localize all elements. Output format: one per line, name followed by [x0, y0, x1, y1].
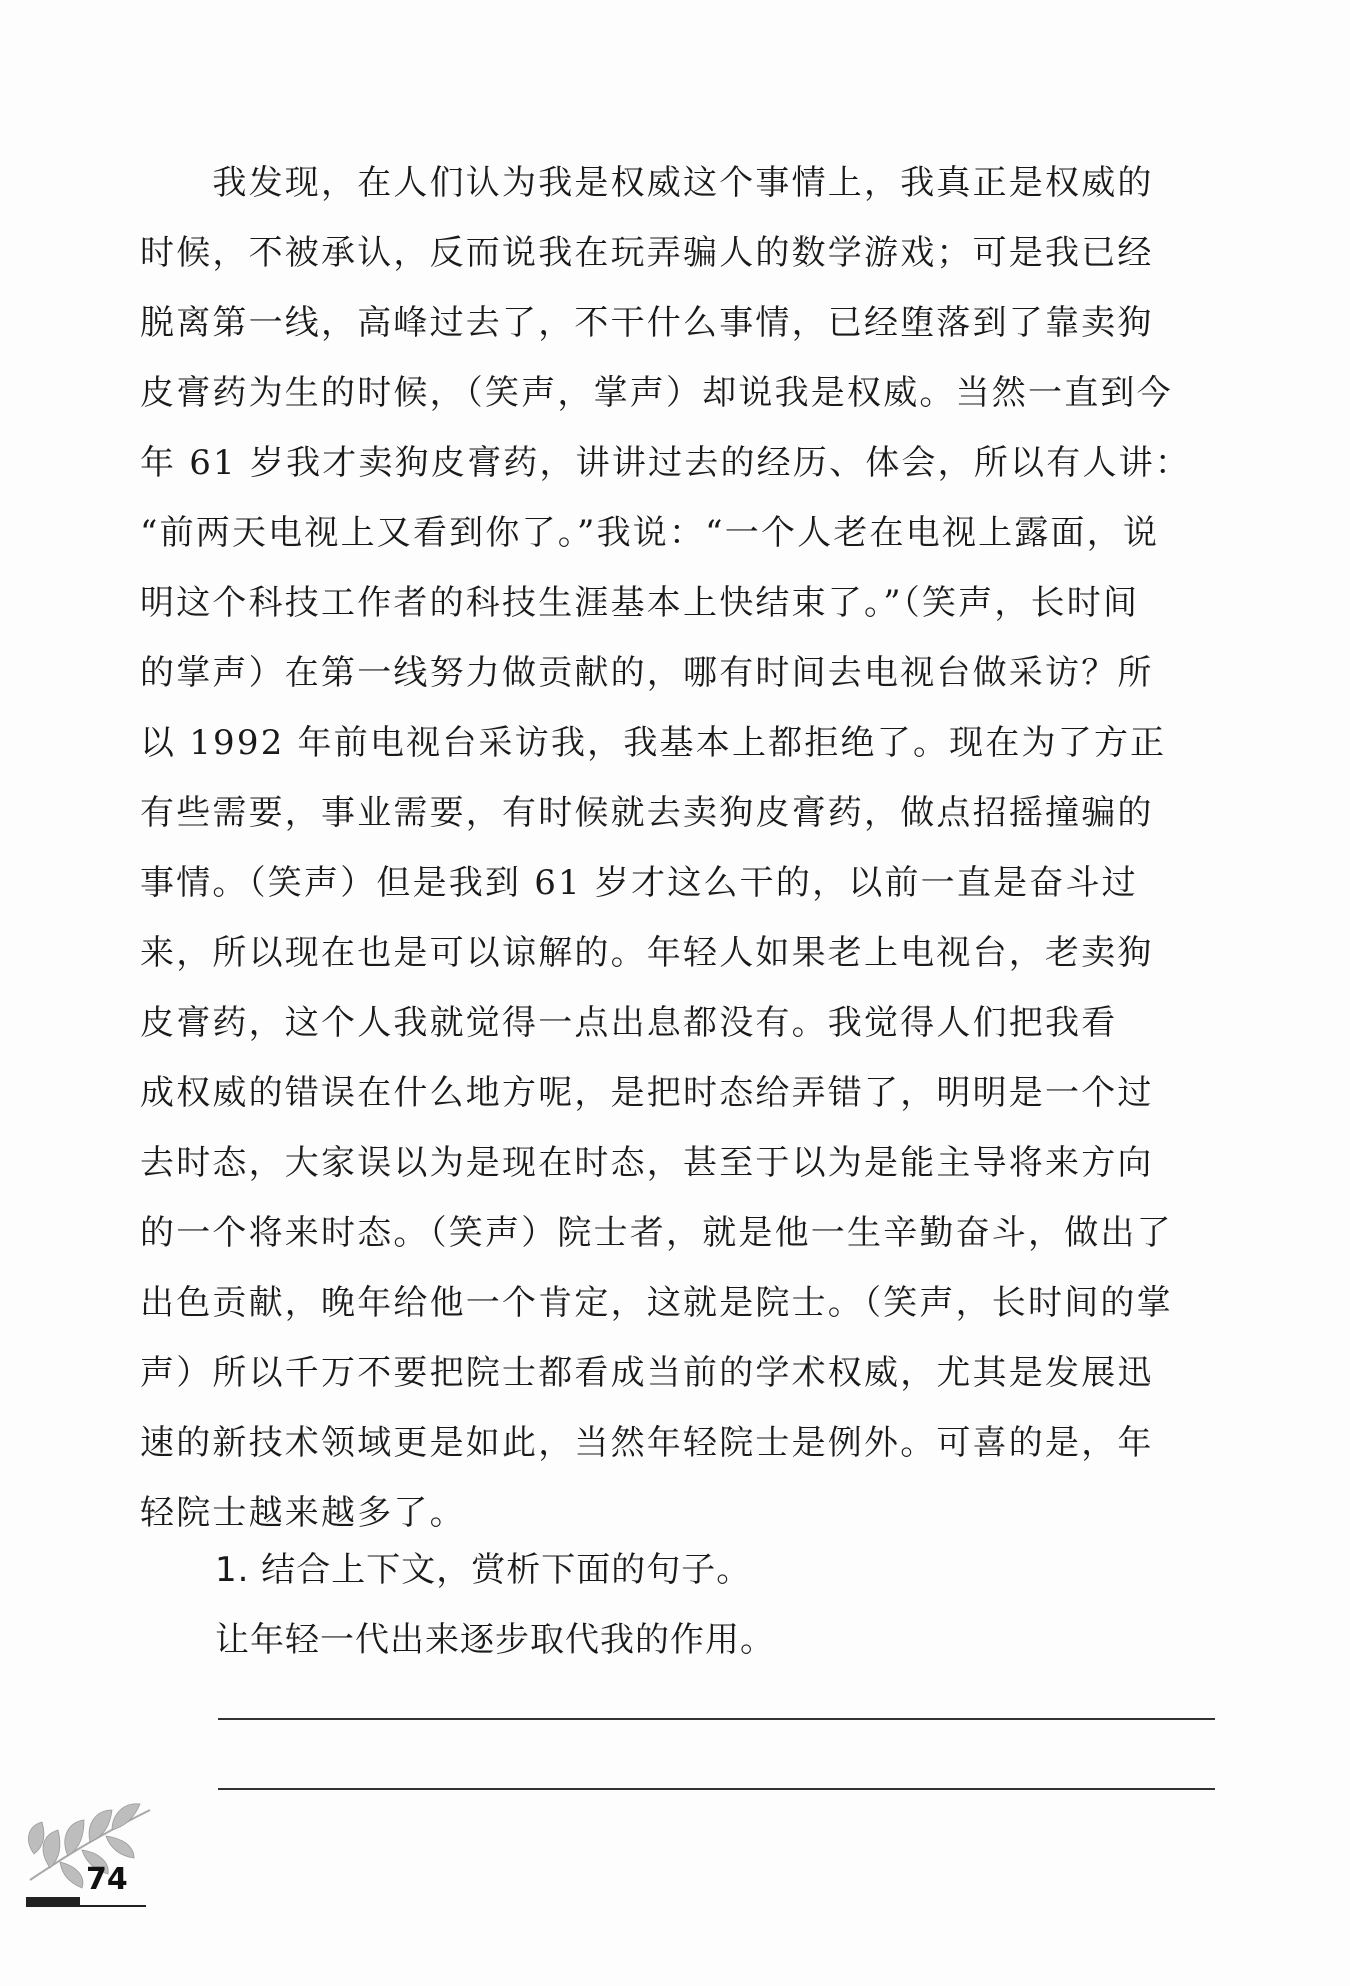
- passage-line: 的一个将来时态。（笑声）院士者，就是他一生辛勤奋斗，做出了: [140, 1213, 1173, 1253]
- passage-line: 轻院士越来越多了。: [140, 1493, 466, 1533]
- passage-line: 以 1992 年前电视台采访我，我基本上都拒绝了。现在为了方正: [140, 723, 1167, 763]
- passage-line: 时候，不被承认，反而说我在玩弄骗人的数学游戏；可是我已经: [140, 233, 1154, 273]
- footer-rule: [80, 1905, 146, 1907]
- question-prompt: 1. 结合上下文，赏析下面的句子。: [215, 1550, 752, 1590]
- answer-line[interactable]: [218, 1718, 1215, 1720]
- passage-line: 去时态，大家误以为是现在时态，甚至于以为是能主导将来方向: [140, 1143, 1154, 1183]
- passage-line: 事情。（笑声）但是我到 61 岁才这么干的，以前一直是奋斗过: [140, 863, 1138, 903]
- passage-line: 有些需要，事业需要，有时候就去卖狗皮膏药，做点招摇撞骗的: [140, 793, 1154, 833]
- passage-line: 成权威的错误在什么地方呢，是把时态给弄错了，明明是一个过: [140, 1073, 1154, 1113]
- passage-line: 皮膏药，这个人我就觉得一点出息都没有。我觉得人们把我看: [140, 1003, 1118, 1043]
- footer-bar: [26, 1897, 80, 1907]
- passage-line: 明这个科技工作者的科技生涯基本上快结束了。”（笑声，长时间: [140, 583, 1140, 623]
- passage-text: [140, 148, 1220, 1548]
- passage-line: 来，所以现在也是可以谅解的。年轻人如果老上电视台，老卖狗: [140, 933, 1154, 973]
- answer-line[interactable]: [218, 1788, 1215, 1790]
- passage-line: 我发现，在人们认为我是权威这个事情上，我真正是权威的: [140, 163, 1154, 203]
- passage-line: 皮膏药为生的时候，（笑声，掌声）却说我是权威。当然一直到今: [140, 373, 1173, 413]
- passage-line: 脱离第一线，高峰过去了，不干什么事情，已经堕落到了靠卖狗: [140, 303, 1154, 343]
- passage-line: 的掌声）在第一线努力做贡献的，哪有时间去电视台做采访？所: [140, 653, 1154, 693]
- question-sentence: 让年轻一代出来逐步取代我的作用。: [215, 1620, 775, 1660]
- page-number: 74: [86, 1862, 128, 1897]
- passage-line: 出色贡献，晚年给他一个肯定，这就是院士。（笑声，长时间的掌: [140, 1283, 1173, 1323]
- passage-line: 速的新技术领域更是如此，当然年轻院士是例外。可喜的是，年: [140, 1423, 1154, 1463]
- passage-line: “前两天电视上又看到你了。”我说：“一个人老在电视上露面，说: [140, 513, 1160, 553]
- exercise-question: [215, 1535, 1215, 1675]
- passage-line: 声）所以千万不要把院士都看成当前的学术权威，尤其是发展迅: [140, 1353, 1154, 1393]
- passage-line: 年 61 岁我才卖狗皮膏药，讲讲过去的经历、体会，所以有人讲：: [140, 443, 1192, 483]
